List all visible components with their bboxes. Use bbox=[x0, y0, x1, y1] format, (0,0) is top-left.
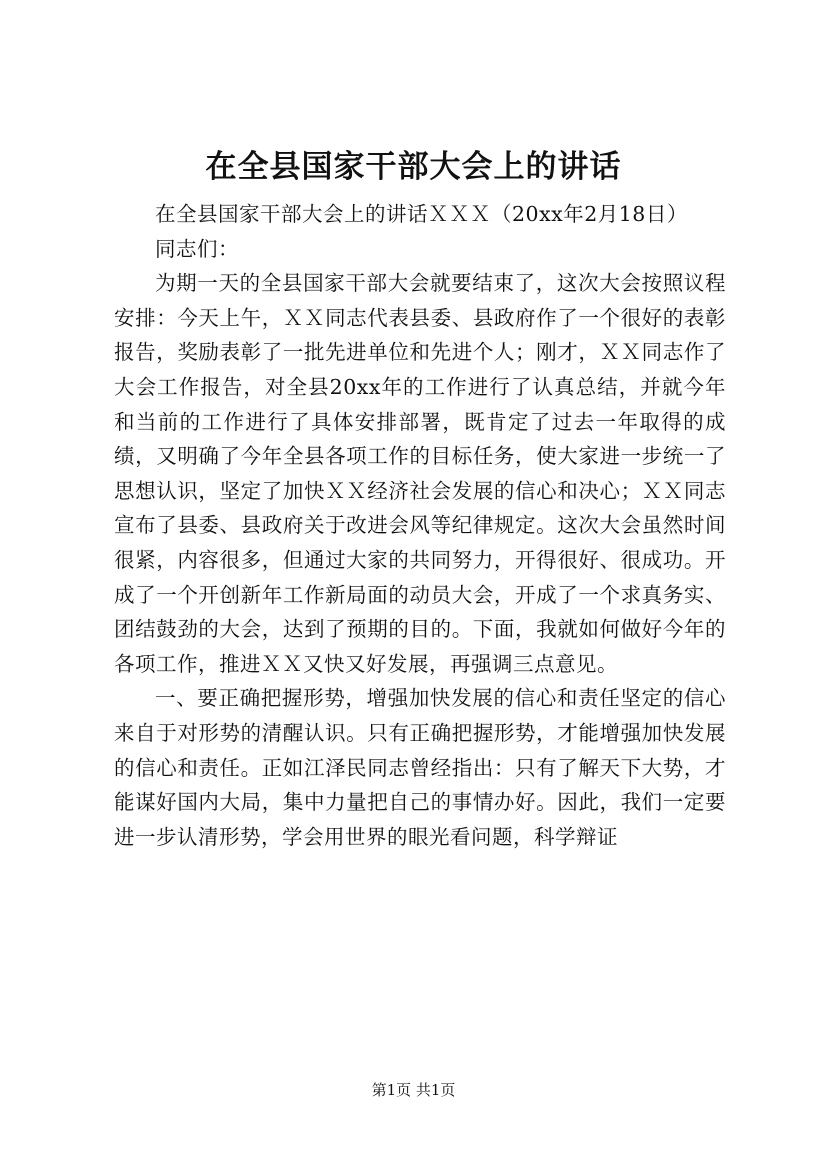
heading-line: 在全县国家干部大会上的讲话ＸＸＸ（20xx年2月18日） bbox=[155, 202, 688, 226]
paragraph: 一、要正确把握形势，增强加快发展的信心和责任坚定的信心来自于对形势的清醒认识。只有正确把握形势，才能增强加快发展的信心和责任。正如江泽民同志曾经指出：只有了解天下大势，才能谋好国内大局，集中力量把自己的事情办好。因此，我们一定要进一步认清形势，学会用世界的眼光看问题，科学辩证 bbox=[114, 686, 726, 849]
page-footer: 第1页 共1页 bbox=[371, 1081, 456, 1099]
document-title: 在全县国家干部大会上的讲话 bbox=[205, 149, 622, 185]
paragraph: 为期一天的全县国家干部大会就要结束了，这次大会按照议程安排：今天上午，ＸＸ同志代表县委、县政府作了一个很好的表彰报告，奖励表彰了一批先进单位和先进个人；刚才，ＸＸ同志作了大会工作报告，对全县20xx年的工作进行了认真总结，并就今年和当前的工作进行了具体安排部署，既肯定了过去一年取得的成绩，又明确了今年全县各项工作的目标任务，使大家进一步统一了思想认识，坚定了加快ＸＸ经济社会发展的信心和决心；ＸＸ同志宣布了县委、县政府关于改进会风等纪律规定。这次大会虽然时间很紧，内容很多，但通过大家的共同努力，开得很好、很成功。开成了一个开创新年工作新局面的动员大会，开成了一个求真务实、团结鼓劲的大会，达到了预期的目的。下面，我就如何做好今年的各项工作，推进ＸＸ又快又好发展，再强调三点意见。 bbox=[114, 271, 726, 676]
salutation: 同志们： bbox=[155, 236, 239, 261]
document-body bbox=[114, 197, 726, 854]
